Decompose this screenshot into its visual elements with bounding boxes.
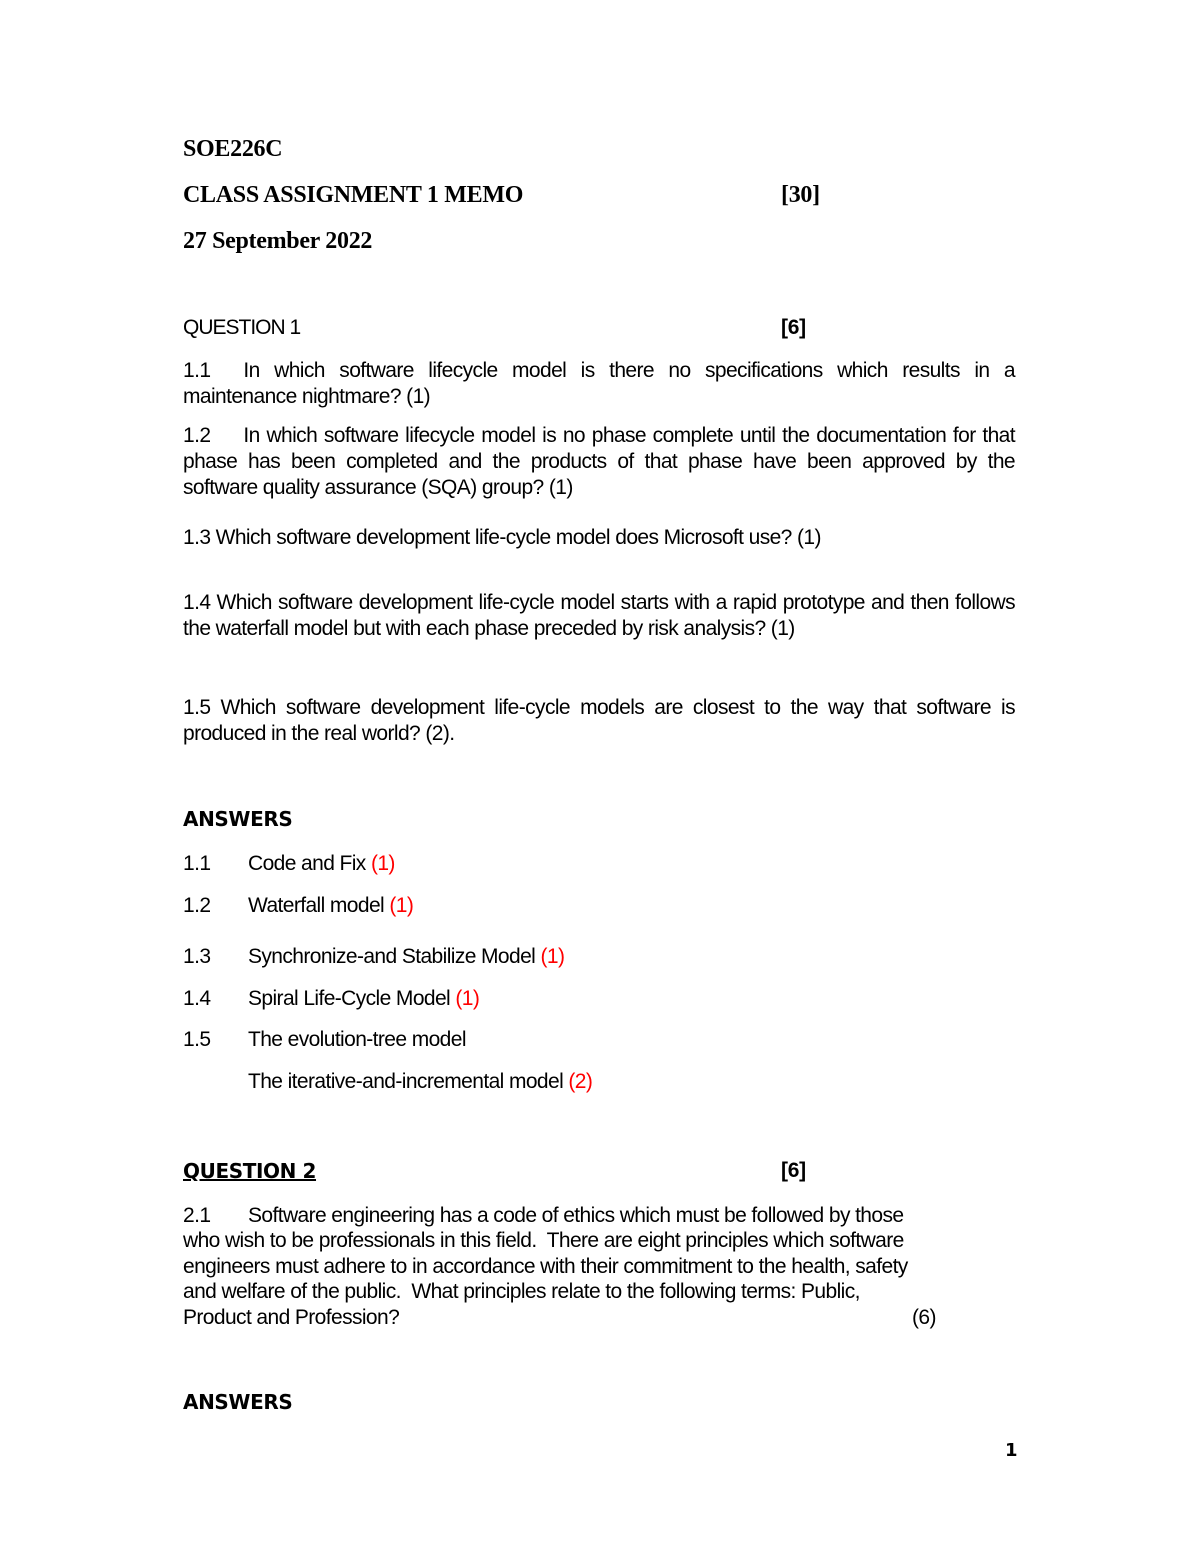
answer-text: Waterfall model: [248, 894, 390, 917]
document-title: CLASS ASSIGNMENT 1 MEMO: [183, 182, 524, 208]
answer-text: Code and Fix: [248, 852, 371, 875]
answer-text: The evolution-tree model: [248, 1028, 466, 1051]
answer-1-5-number: 1.5: [183, 1028, 211, 1051]
course-code: SOE226C: [183, 136, 283, 162]
question-2-1-line: Software engineering has a code of ethics which must be followed by those: [248, 1204, 904, 1227]
answer-1-4-number: 1.4: [183, 987, 211, 1010]
question-1-2: [183, 423, 1015, 501]
total-marks: [30]: [781, 182, 820, 208]
question-1-4: 1.4 Which software development life-cycle model starts with a rapid prototype and then follows the waterfall model but with each phase preceded by risk analysis? (1): [183, 591, 1015, 640]
answer-1-5-continued: [248, 1070, 592, 1094]
question-number: 1.2: [183, 424, 211, 447]
question-text: In which software lifecycle model is there no specifications which results in a maintenance nightmare? (1): [183, 359, 1015, 408]
answer-1-2-number: 1.2: [183, 894, 211, 917]
question-2-1-line: Product and Profession?: [183, 1306, 400, 1329]
answer-1-4: [248, 987, 479, 1011]
answer-text: Synchronize-and Stabilize Model: [248, 945, 541, 968]
question-1-heading: QUESTION 1: [183, 316, 301, 339]
question-1-marks: [6]: [781, 316, 806, 339]
page-number: 1: [1005, 1440, 1018, 1461]
question-2-1-marks: (6): [912, 1306, 936, 1329]
answer-1-2: [248, 894, 413, 918]
answer-1-1: [248, 852, 395, 876]
question-2-1-line: who wish to be professionals in this field. There are eight principles which software: [183, 1229, 904, 1252]
question-1-3: 1.3 Which software development life-cycle model does Microsoft use? (1): [183, 526, 821, 549]
document-date: 27 September 2022: [183, 228, 373, 254]
question-1-5: 1.5 Which software development life-cycle models are closest to the way that software is produced in the real world? (2).: [183, 696, 1015, 745]
question-number: 1.1: [183, 359, 211, 382]
question-2-1-number: 2.1: [183, 1204, 211, 1227]
answer-mark: (1): [455, 987, 480, 1010]
question-2-marks: [6]: [781, 1159, 806, 1182]
answer-1-1-number: 1.1: [183, 852, 211, 875]
answers-1-heading: ANSWERS: [183, 807, 293, 831]
answer-mark: (1): [540, 945, 565, 968]
answer-mark: (2): [568, 1070, 593, 1093]
answer-text: Spiral Life-Cycle Model: [248, 987, 456, 1010]
question-2-heading: QUESTION 2: [183, 1159, 317, 1183]
answer-text: The iterative-and-incremental model: [248, 1070, 569, 1093]
answers-2-heading: ANSWERS: [183, 1390, 293, 1414]
answer-1-3-number: 1.3: [183, 945, 211, 968]
answer-mark: (1): [370, 852, 395, 875]
question-2-1-line: engineers must adhere to in accordance with their commitment to the health, safety: [183, 1255, 908, 1278]
answer-mark: (1): [389, 894, 414, 917]
answer-1-3: [248, 945, 564, 969]
question-1-1: [183, 358, 1015, 410]
answer-1-5: [248, 1028, 466, 1052]
question-2-1-line: and welfare of the public. What principles relate to the following terms: Public,: [183, 1280, 860, 1303]
question-text: In which software lifecycle model is no phase complete until the documentation for that phase has been completed and the products of that phase have been approved by the software quality assurance (SQA) group? (1): [183, 424, 1015, 499]
